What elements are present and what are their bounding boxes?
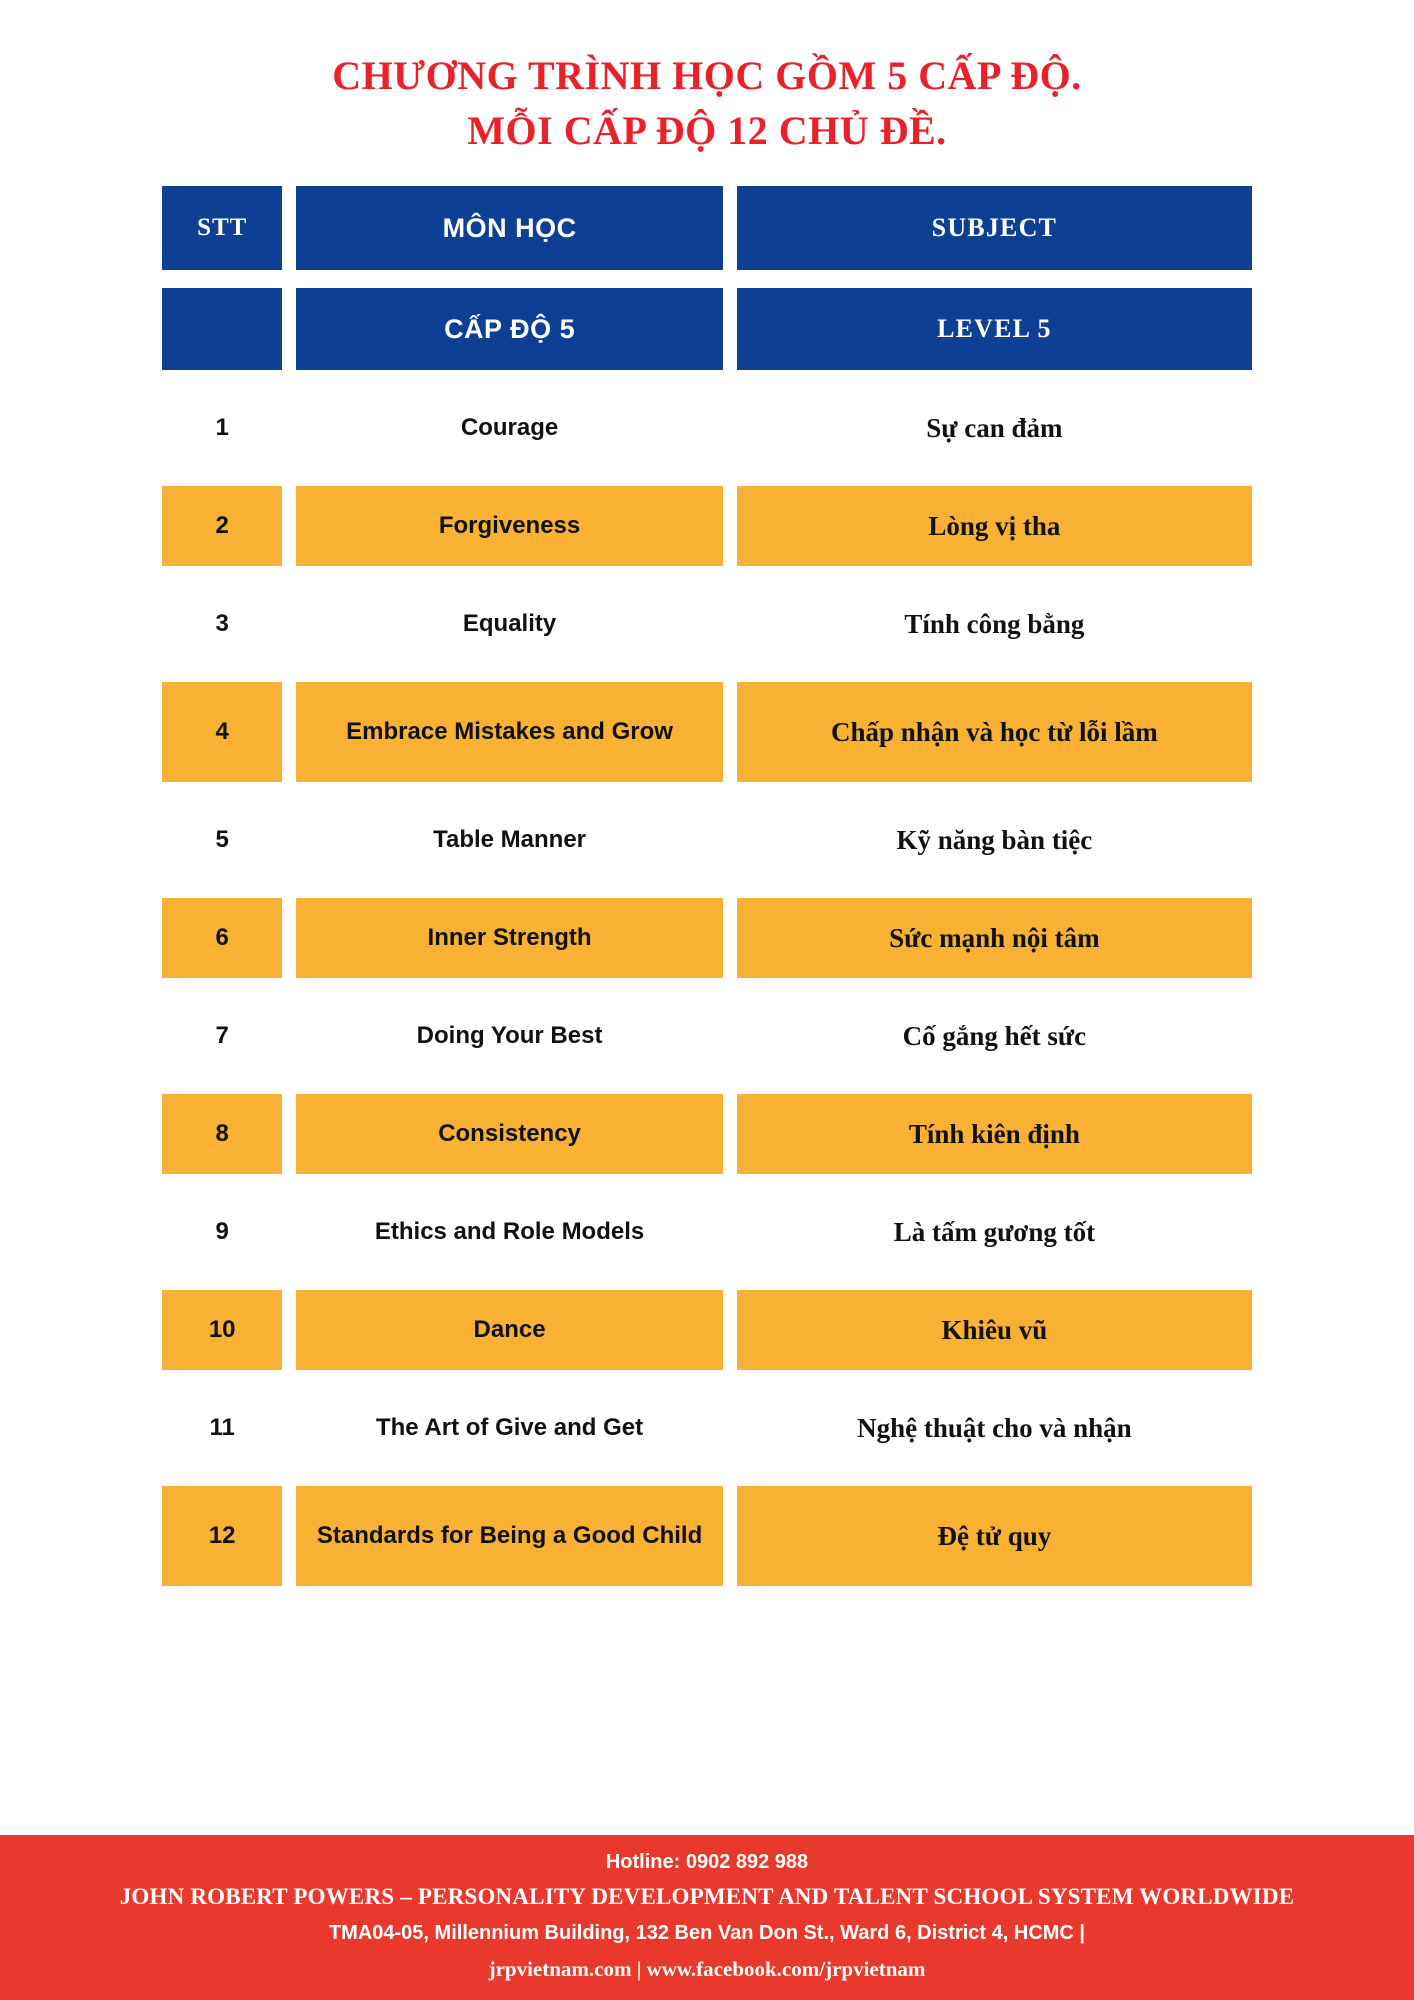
row-subject-vi: Kỹ năng bàn tiệc [896, 824, 1093, 855]
row-number: 8 [162, 1094, 282, 1174]
row-subject-vi: Sức mạnh nội tâm [737, 898, 1252, 978]
table-row [162, 1388, 1252, 1468]
row-subject-vi: Cố gắng hết sức [902, 1020, 1087, 1051]
footer-organization: JOHN ROBERT POWERS – PERSONALITY DEVELOPMENT AND TALENT SCHOOL SYSTEM WORLDWIDE [119, 1884, 1295, 1909]
header-cell-subject-en: SUBJECT [737, 186, 1252, 270]
row-subject-en: Standards for Being a Good Child [296, 1486, 722, 1586]
footer-address: TMA04-05, Millennium Building, 132 Ben Van Don St., Ward 6, District 4, HCMC | [328, 1922, 1086, 1944]
table-row [162, 898, 1252, 978]
row-subject-en: Ethics and Role Models [374, 1218, 645, 1246]
row-subject-en: Embrace Mistakes and Grow [296, 682, 722, 782]
row-subject-vi: Tính kiên định [737, 1094, 1252, 1174]
table-row [162, 584, 1252, 664]
title-line-1: CHƯƠNG TRÌNH HỌC GỒM 5 CẤP ĐỘ. [332, 53, 1082, 98]
row-subject-vi: Sự can đảm [926, 412, 1063, 443]
table-row [162, 1486, 1252, 1586]
header-cell-subject-vi: MÔN HỌC [296, 186, 722, 270]
row-number: 6 [162, 898, 282, 978]
row-subject-vi: Tính công bằng [904, 608, 1085, 639]
curriculum-table [162, 186, 1252, 1586]
row-subject-vi: Nghệ thuật cho và nhận [857, 1412, 1132, 1443]
row-number: 2 [162, 486, 282, 566]
table-row [162, 486, 1252, 566]
subheader-cell-level-vi: CẤP ĐỘ 5 [296, 288, 722, 370]
row-number: 5 [215, 826, 229, 854]
row-subject-en: The Art of Give and Get [375, 1414, 644, 1442]
row-subject-vi: Là tấm gương tốt [893, 1216, 1096, 1247]
row-subject-en: Dance [296, 1290, 722, 1370]
header-cell-stt [162, 186, 282, 270]
table-row [162, 1290, 1252, 1370]
row-number: 1 [215, 414, 229, 442]
row-subject-en: Consistency [296, 1094, 722, 1174]
table-row [162, 1094, 1252, 1174]
header-label-stt: STT [197, 214, 248, 242]
row-number: 3 [215, 610, 229, 638]
table-row [162, 1192, 1252, 1272]
footer-hotline: Hotline: 0902 892 988 [605, 1851, 809, 1873]
row-number: 7 [215, 1022, 229, 1050]
row-number: 10 [162, 1290, 282, 1370]
row-number: 9 [215, 1218, 229, 1246]
row-subject-en: Equality [462, 610, 557, 638]
row-subject-vi: Lòng vị tha [737, 486, 1252, 566]
row-number: 11 [209, 1414, 235, 1442]
row-number: 4 [162, 682, 282, 782]
row-subject-en: Inner Strength [296, 898, 722, 978]
table-header-row [162, 186, 1252, 270]
table-row [162, 800, 1252, 880]
footer-links[interactable]: jrpvietnam.com | www.facebook.com/jrpvietnam [488, 1957, 926, 1981]
subheader-cell-blank [162, 288, 282, 370]
row-subject-en: Table Manner [433, 826, 587, 854]
row-subject-en: Doing Your Best [416, 1022, 603, 1050]
table-row [162, 388, 1252, 468]
row-number: 12 [162, 1486, 282, 1586]
row-subject-vi: Khiêu vũ [737, 1290, 1252, 1370]
table-row [162, 996, 1252, 1076]
title-line-2: MỖI CẤP ĐỘ 12 CHỦ ĐỀ. [467, 108, 947, 154]
row-subject-en: Courage [460, 414, 559, 442]
row-subject-vi: Đệ tử quy [737, 1486, 1252, 1586]
table-subheader-row [162, 288, 1252, 370]
row-subject-en: Forgiveness [296, 486, 722, 566]
table-row [162, 682, 1252, 782]
page-title [0, 0, 1414, 158]
subheader-cell-level-en: LEVEL 5 [737, 288, 1252, 370]
footer-banner [0, 1835, 1414, 2000]
row-subject-vi: Chấp nhận và học từ lỗi lầm [737, 682, 1252, 782]
